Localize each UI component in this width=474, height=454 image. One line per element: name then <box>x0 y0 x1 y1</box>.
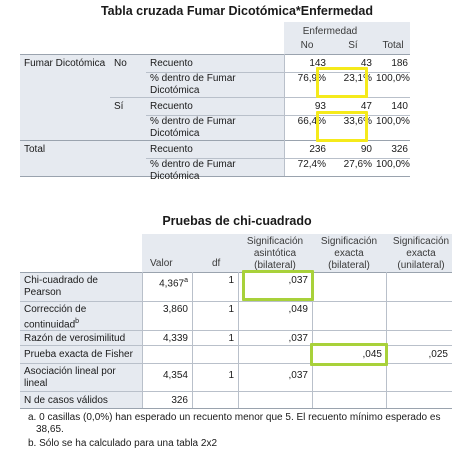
chi-valor: 4,367$^a$ <box>159 277 188 290</box>
chi-divider <box>386 272 387 408</box>
count-label: Recuento <box>150 58 193 69</box>
chi-header-df: df <box>212 258 221 269</box>
chi-header-asint: Significación asintótica (bilateral) <box>246 236 304 271</box>
crosstab-title: Tabla cruzada Fumar Dicotómica*Enfermedad <box>100 4 374 18</box>
chi-df: 1 <box>228 370 234 381</box>
cell-value: 27,6% <box>343 159 372 170</box>
chi-valor: 4,339 <box>162 333 188 344</box>
highlight-box-yellow <box>316 111 368 142</box>
cell-value: 93 <box>314 101 326 112</box>
chi-asint: ,037 <box>288 333 308 344</box>
group-no-label: No <box>114 58 127 69</box>
chi-df: 1 <box>228 275 234 286</box>
chi-valor: 3,860 <box>162 304 188 315</box>
col-header-no: No <box>300 40 314 51</box>
chi-divider <box>20 408 452 409</box>
chi-divider <box>20 301 452 302</box>
chi-df: 1 <box>228 304 234 315</box>
chi-header-valor: Valor <box>150 258 173 269</box>
cell-value: 143 <box>309 58 326 69</box>
chi-row-label: N de casos válidos <box>24 395 108 406</box>
chi-row-label: Asociación lineal por lineal <box>24 366 116 389</box>
chi-valor: 4,354 <box>162 370 188 381</box>
chi-divider <box>20 272 452 273</box>
chi-title: Pruebas de chi-cuadrado <box>162 214 312 228</box>
cell-value: 47 <box>360 101 372 112</box>
cell-value: 326 <box>391 144 408 155</box>
highlight-box-green <box>242 270 314 301</box>
cell-value: 100,0% <box>376 73 410 84</box>
chi-row-label: Chi-cuadrado de Pearson <box>24 275 98 298</box>
chi-header-exacta-unilateral: Significación exacta (unilateral) <box>392 236 450 271</box>
pct-label: % dentro de Fumar Dicotómica <box>150 73 236 96</box>
pct-label: % dentro de Fumar Dicotómica <box>150 116 236 139</box>
cell-value: 140 <box>391 101 408 112</box>
chi-row-label: Razón de verosimilitud <box>24 333 126 344</box>
col-group-enfermedad: Enfermedad <box>302 26 358 37</box>
pct-label: % dentro de Fumar Dicotómica <box>150 159 236 182</box>
cell-value: 66,4% <box>297 116 326 127</box>
cell-value: 72,4% <box>297 159 326 170</box>
footnote-b: b. Sólo se ha calculado para una tabla 2x2 <box>28 438 218 449</box>
chi-row-label: Prueba exacta de Fisher <box>24 349 133 360</box>
cell-value: 100,0% <box>376 159 410 170</box>
chi-header-exacta-bilateral: Significación exacta (bilateral) <box>320 236 378 271</box>
chi-exacta-bilateral: ,045 <box>362 349 382 360</box>
cell-value: 100,0% <box>376 116 410 127</box>
crosstab-divider <box>20 54 410 55</box>
group-total-label: Total <box>24 144 46 155</box>
chi-df: 1 <box>228 333 234 344</box>
chi-asint: ,049 <box>288 304 308 315</box>
chi-row-label: Corrección de continuidad$^b$ <box>24 304 87 331</box>
chi-exacta-unilateral: ,025 <box>428 349 448 360</box>
chi-asint: ,037 <box>288 275 308 286</box>
cell-value: 43 <box>360 58 372 69</box>
count-label: Recuento <box>150 101 193 112</box>
cell-value: 90 <box>360 144 372 155</box>
chi-valor: 326 <box>171 395 188 406</box>
row-var-label: Fumar Dicotómica <box>24 58 106 69</box>
group-si-label: Sí <box>114 101 124 112</box>
chi-divider <box>20 391 452 392</box>
col-header-si: Sí <box>348 40 358 51</box>
footnote-a: a. 0 casillas (0,0%) han esperado un recuento menor que 5. El recuento mínimo esperado es 38,65. <box>28 412 441 435</box>
count-label: Recuento <box>150 144 193 155</box>
cell-value: 76,9% <box>297 73 326 84</box>
col-header-total: Total <box>382 40 404 51</box>
highlight-box-yellow <box>316 67 368 98</box>
cell-value: 186 <box>391 58 408 69</box>
cell-value: 23,1% <box>343 73 372 84</box>
highlight-box-green <box>310 343 388 366</box>
cell-value: 236 <box>309 144 326 155</box>
cell-value: 33,6% <box>343 116 372 127</box>
chi-asint: ,037 <box>288 370 308 381</box>
